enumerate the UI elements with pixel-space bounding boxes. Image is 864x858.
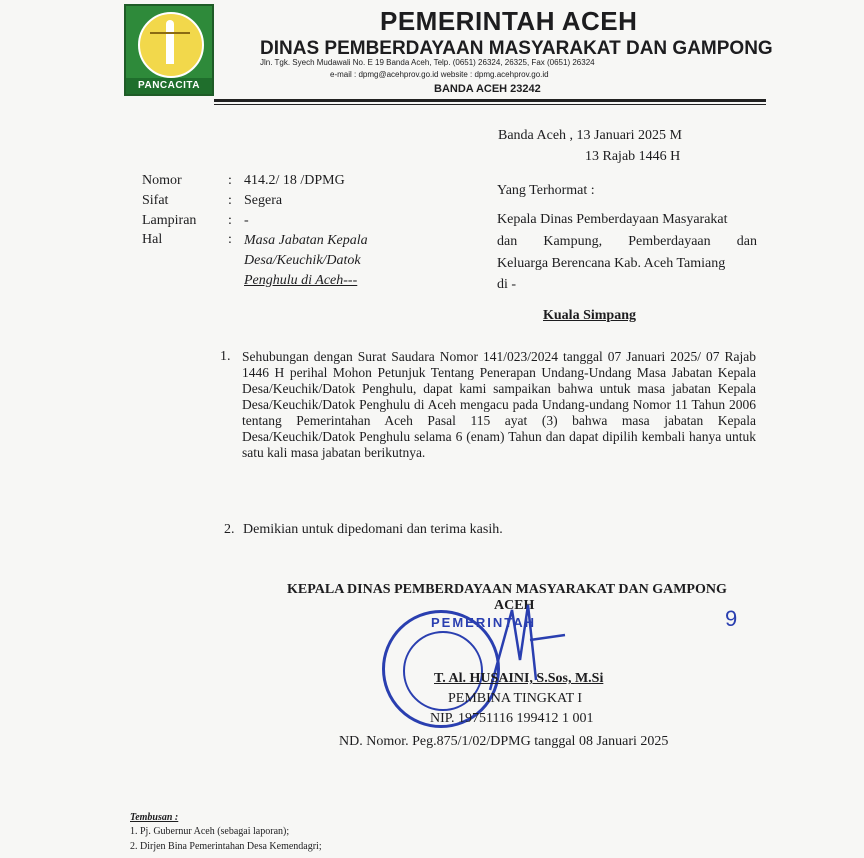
value-nomor: 414.2/ 18 /DPMG (244, 173, 345, 188)
header-rule-thin (214, 104, 766, 105)
signatory-title-region: ACEH (494, 598, 535, 613)
label-nomor: Nomor (142, 173, 182, 188)
cc-item: 1. Pj. Gubernur Aceh (sebagai laporan); (130, 826, 290, 837)
recipient-greeting: Yang Terhormat : (497, 183, 595, 198)
paragraph-2: Demikian untuk dipedomani dan terima kasih. (243, 522, 503, 537)
colon: : (228, 213, 232, 228)
colon: : (228, 193, 232, 208)
recipient-line: Keluarga Berencana Kab. Aceh Tamiang (497, 256, 726, 271)
label-lampiran: Lampiran (142, 213, 197, 228)
colon: : (228, 173, 232, 188)
value-hal-line3: Penghulu di Aceh--- (244, 273, 358, 288)
value-lampiran: - (244, 213, 249, 228)
hijri-date: 13 Rajab 1446 H (585, 149, 681, 164)
label-hal: Hal (142, 232, 163, 247)
recipient-line: dan Kampung, Pemberdayaan dan (497, 234, 757, 249)
paraf-initial: 9 (725, 606, 738, 631)
value-hal-line1: Masa Jabatan Kepala (244, 233, 368, 248)
cc-item: 2. Dirjen Bina Pemerintahan Desa Kemendagri; (130, 841, 322, 852)
agency-address: Jln. Tgk. Syech Mudawali No. E 19 Banda Aceh, Telp. (0651) 26324, 26325, Fax (0651) 26324 (260, 58, 595, 67)
recipient-line: Kepala Dinas Pemberdayaan Masyarakat (497, 212, 728, 227)
signatory-title: KEPALA DINAS PEMBERDAYAAN MASYARAKAT DAN GAMPONG (287, 582, 727, 597)
agency-city: BANDA ACEH 23242 (434, 83, 541, 95)
colon: : (228, 232, 232, 247)
recipient-di: di - (497, 277, 517, 292)
cc-label: Tembusan : (130, 812, 179, 823)
paragraph-number: 2. (224, 522, 235, 537)
nd-reference: ND. Nomor. Peg.875/1/02/DPMG tanggal 08 Januari 2025 (339, 734, 669, 749)
signatory-name: T. Al. HUSAINI, S.Sos, M.Si (434, 671, 604, 686)
agency-title: DINAS PEMBERDAYAAN MASYARAKAT DAN GAMPONG (260, 38, 773, 59)
logo-label: PANCACITA (126, 78, 212, 94)
header-rule (214, 99, 766, 102)
recipient-place: Kuala Simpang (543, 308, 636, 323)
signatory-rank: PEMBINA TINGKAT I (448, 691, 583, 706)
value-hal-line2: Desa/Keuchik/Datok (244, 253, 361, 268)
coat-of-arms-logo (124, 4, 214, 96)
agency-contact: e-mail : dpmg@acehprov.go.id website : dpmg.acehprov.go.id (330, 70, 549, 79)
signatory-nip: NIP. 19751116 199412 1 001 (430, 711, 594, 726)
paragraph-1: Sehubungan dengan Surat Saudara Nomor 141/023/2024 tanggal 07 Januari 2025/ 07 Rajab 1446 H perihal Mohon Petunjuk Tentang Penerapan Undang-Undang Masa Jabatan Kepala Desa/Keuchik/Datok Penghulu, dapat kami sampaikan bahwa untuk masa jabatan Kepala Desa/Keuchik/Datok Penghulu di Aceh mengacu pada Undang-undang Nomor 11 Tahun 2006 tentang Pemerintahan Aceh Pasal 115 ayat (3) bahwa masa jabatan Kepala Desa/Keuchik/Datok Penghulu selama 6 (enam) Tahun dan dapat dipilih kembali hanya untuk satu kali masa jabatan berikutnya. (242, 349, 756, 460)
paragraph-number: 1. (220, 349, 231, 364)
label-sifat: Sifat (142, 193, 169, 208)
government-title: PEMERINTAH ACEH (380, 6, 638, 36)
letter-date: Banda Aceh , 13 Januari 2025 M (498, 128, 682, 143)
value-sifat: Segera (244, 193, 283, 208)
stamp-text: PEMERINTAH (431, 615, 536, 630)
